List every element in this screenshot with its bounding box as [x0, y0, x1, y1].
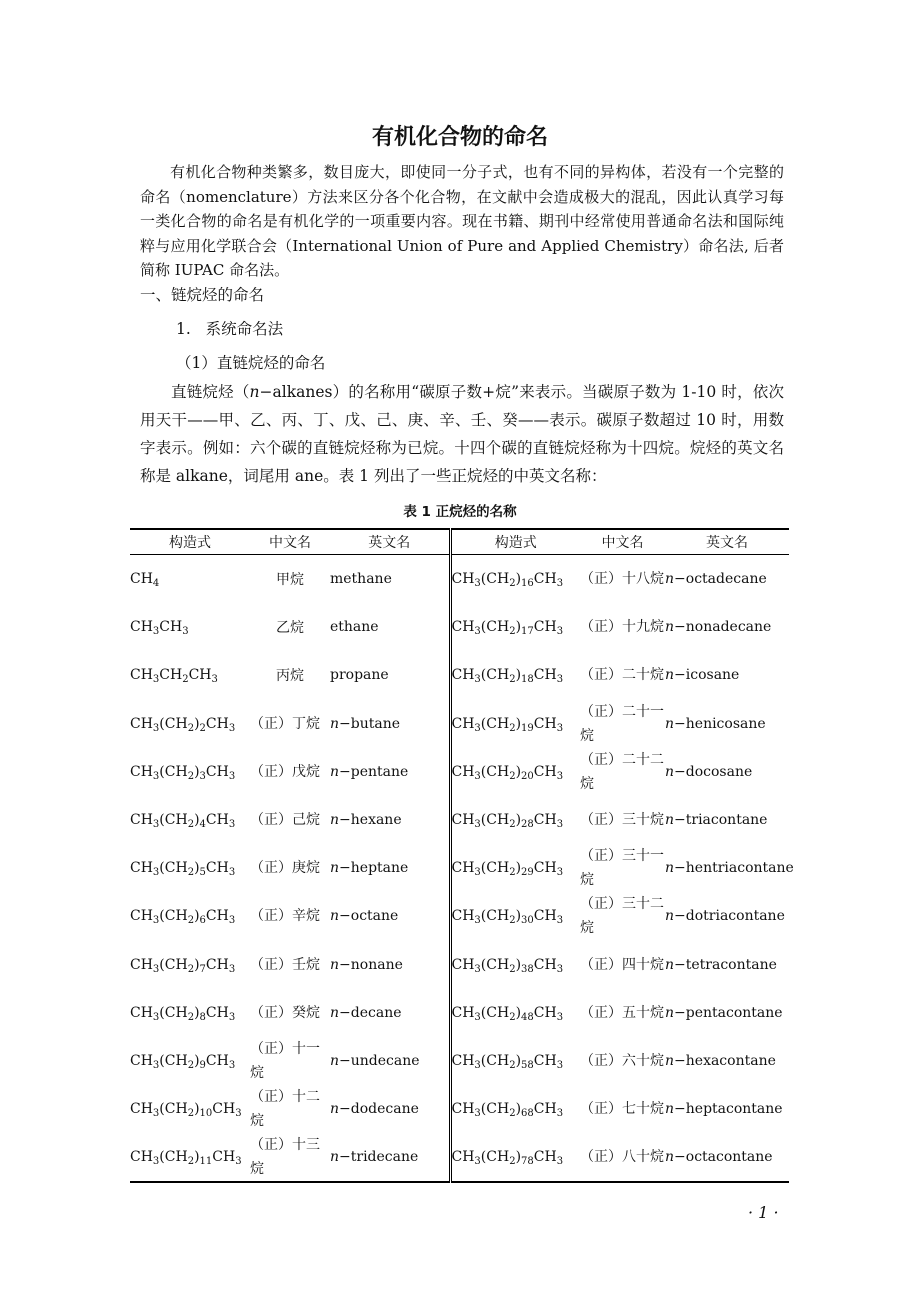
formula-cell: $CH_3(CH_2)_2CH_3$ [130, 715, 236, 734]
table-row [130, 844, 789, 892]
english-name-cell: n−docosane [665, 763, 753, 780]
table-row [130, 1037, 789, 1085]
chinese-name-cell: 甲烷 [276, 572, 304, 589]
english-name-cell: n−henicosane [665, 715, 766, 732]
page-title: 有机化合物的命名 [371, 125, 548, 150]
english-name-cell: n−hexane [330, 796, 450, 844]
chinese-name-cell: （正）戊烷 [250, 763, 320, 780]
alkanes-paragraph-text-2: −alkanes）的名称用“碳原子数+烷”来表示。当碳原子数为 1-10 时，依次用天干——甲、乙、丙、丁、戊、己、庚、辛、壬、癸——表示。碳原子数超过 10 时，用数字表示。例如：六个碳的直链烷烃称为已烷。十四个碳的直链烷烃称为十四烷。烷烃的英文名称是 alkane，词尾用 ane。表 1 列出了一些正烷烃的中英文名称： [140, 383, 784, 485]
english-name-cell: n−pentane [330, 748, 450, 796]
section-heading: 一、链烷烃的命名 [140, 286, 265, 304]
english-name-cell: methane [330, 555, 450, 604]
formula-cell: $CH_3(CH_2)_{29}CH_3$ [451, 860, 564, 879]
page-number: · 1 · [748, 1203, 779, 1222]
chinese-name-cell: （正）四十烷 [580, 956, 664, 973]
chinese-name-cell: （正）六十烷 [580, 1052, 664, 1069]
table-body [130, 555, 794, 1183]
english-name-cell: n−dotriacontane [665, 908, 785, 925]
alkanes-paragraph-text-1: 直链烷烃（ [171, 383, 250, 401]
english-name-cell: n−pentacontane [665, 1004, 783, 1021]
chinese-name-cell: （正）十三烷 [250, 1137, 320, 1178]
chinese-name-cell: 丙烷 [276, 668, 304, 685]
chinese-name-cell: （正）八十烷 [580, 1149, 664, 1166]
formula-cell: $CH_3(CH_2)_5CH_3$ [130, 860, 236, 879]
english-name-cell: n−octadecane [665, 571, 767, 588]
table-row [130, 603, 789, 651]
english-name-cell: n−dodecane [330, 1085, 450, 1133]
chinese-name-cell: （正）癸烷 [250, 1004, 320, 1021]
chinese-name-cell: （正）三十烷 [580, 812, 664, 829]
table-row [130, 941, 789, 989]
formula-cell: $CH_3(CH_2)_4CH_3$ [130, 812, 236, 831]
table-row [130, 748, 789, 796]
formula-cell: $CH_3CH_2CH_3$ [130, 667, 218, 686]
column-header-formula: 构造式 [130, 529, 250, 555]
english-name-cell: n−heptacontane [665, 1101, 783, 1118]
table-row [130, 892, 789, 940]
english-name-cell: n−decane [330, 989, 450, 1037]
formula-cell: $CH_3(CH_2)_{78}CH_3$ [451, 1149, 564, 1168]
english-name-cell: n−hexacontane [665, 1052, 776, 1069]
chinese-name-cell: （正）二十一烷 [580, 703, 664, 744]
chinese-name-cell: （正）七十烷 [580, 1101, 664, 1118]
chinese-name-cell: （正）辛烷 [250, 908, 320, 925]
subsubsection-heading: （1）直链烷烃的命名 [176, 354, 326, 372]
formula-cell: $CH_3(CH_2)_8CH_3$ [130, 1004, 236, 1023]
formula-cell: $CH_3(CH_2)_{16}CH_3$ [451, 571, 564, 590]
chinese-name-cell: （正）二十烷 [580, 667, 664, 684]
formula-cell: $CH_3(CH_2)_{38}CH_3$ [451, 956, 564, 975]
english-name-cell: n−hentriacontane [665, 860, 794, 877]
english-name-cell: n−nonane [330, 941, 450, 989]
chinese-name-cell: （正）十九烷 [580, 619, 664, 636]
table-row [130, 651, 789, 699]
chinese-name-cell: （正）己烷 [250, 812, 320, 829]
formula-cell: $CH_3(CH_2)_{68}CH_3$ [451, 1101, 564, 1120]
chinese-name-cell: （正）二十二烷 [580, 751, 664, 792]
column-header-english-name: 英文名 [330, 529, 450, 555]
column-header-chinese-name: 中文名 [250, 529, 330, 555]
formula-cell: $CH_3(CH_2)_6CH_3$ [130, 908, 236, 927]
formula-cell: $CH_3(CH_2)_{28}CH_3$ [451, 812, 564, 831]
table-row [130, 700, 789, 748]
english-name-cell: n−butane [330, 700, 450, 748]
english-name-cell: ethane [330, 603, 450, 651]
formula-cell: $CH_3(CH_2)_{19}CH_3$ [451, 715, 564, 734]
english-name-cell: n−octacontane [665, 1149, 773, 1166]
formula-cell: $CH_3(CH_2)_{18}CH_3$ [451, 667, 564, 686]
chinese-name-cell: （正）壬烷 [250, 956, 320, 973]
alkane-names-table [130, 528, 794, 1183]
english-name-cell: n−octane [330, 892, 450, 940]
formula-cell: $CH_3(CH_2)_{17}CH_3$ [451, 619, 564, 638]
chinese-name-cell: （正）五十烷 [580, 1004, 664, 1021]
formula-cell: $CH_3(CH_2)_{11}CH_3$ [130, 1149, 242, 1168]
table-row [130, 1085, 789, 1133]
formula-cell: $CH_3CH_3$ [130, 619, 189, 638]
formula-cell: $CH_3(CH_2)_3CH_3$ [130, 763, 236, 782]
alkanes-paragraph [140, 378, 784, 490]
table-caption: 表 1 正烷烃的名称 [403, 504, 517, 520]
table-row [130, 989, 789, 1037]
subsection-heading: 1. 系统命名法 [176, 320, 284, 338]
column-header-formula: 构造式 [450, 529, 580, 555]
column-header-chinese-name: 中文名 [580, 529, 665, 555]
intro-paragraph: 有机化合物种类繁多，数目庞大，即使同一分子式，也有不同的异构体，若没有一个完整的命名（nomenclature）方法来区分各个化合物，在文献中会造成极大的混乱，因此认真学习每一类化合物的命名是有机化学的一项重要内容。现在书籍、期刊中经常使用普通命名法和国际纯粹与应用化学联合会（International Union of Pure and Applied Chemistry）命名法, 后者简称 IUPAC 命名法。 [140, 163, 784, 279]
table-row [130, 1133, 789, 1182]
formula-cell: $CH_3(CH_2)_{10}CH_3$ [130, 1101, 242, 1120]
formula-cell: $CH_3(CH_2)_9CH_3$ [130, 1052, 236, 1071]
table-row [130, 555, 789, 604]
english-name-cell: n−tetracontane [665, 956, 777, 973]
chinese-name-cell: 乙烷 [276, 620, 304, 637]
formula-cell: $CH_4$ [130, 571, 160, 590]
n-prefix: n [249, 383, 260, 401]
chinese-name-cell: （正）十八烷 [580, 571, 664, 588]
chinese-name-cell: （正）十二烷 [250, 1089, 320, 1130]
chinese-name-cell: （正）十一烷 [250, 1040, 320, 1081]
formula-cell: $CH_3(CH_2)_{48}CH_3$ [451, 1004, 564, 1023]
column-header-english-name: 英文名 [665, 529, 789, 555]
formula-cell: $CH_3(CH_2)_{30}CH_3$ [451, 908, 564, 927]
formula-cell: $CH_3(CH_2)_{20}CH_3$ [451, 763, 564, 782]
english-name-cell: n−heptane [330, 844, 450, 892]
english-name-cell: n−tridecane [330, 1133, 450, 1182]
chinese-name-cell: （正）丁烷 [250, 715, 320, 732]
chinese-name-cell: （正）三十一烷 [580, 848, 664, 889]
chinese-name-cell: （正）三十二烷 [580, 896, 664, 937]
english-name-cell: propane [330, 651, 450, 699]
english-name-cell: n−nonadecane [665, 619, 772, 636]
english-name-cell: n−icosane [665, 667, 740, 684]
formula-cell: $CH_3(CH_2)_{58}CH_3$ [451, 1052, 564, 1071]
english-name-cell: n−triacontane [665, 812, 768, 829]
table-row [130, 796, 789, 844]
english-name-cell: n−undecane [330, 1037, 450, 1085]
formula-cell: $CH_3(CH_2)_7CH_3$ [130, 956, 236, 975]
table-header-row [130, 529, 789, 555]
chinese-name-cell: （正）庚烷 [250, 860, 320, 877]
